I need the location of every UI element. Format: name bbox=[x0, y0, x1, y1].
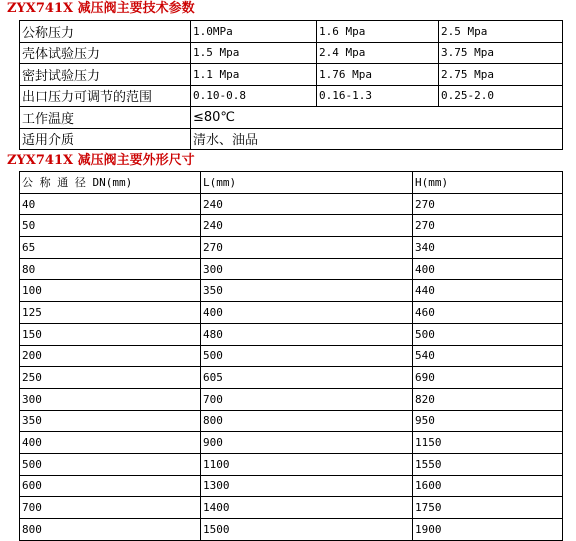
dims-header-row bbox=[20, 172, 563, 194]
dims-cell-h: 1900 bbox=[413, 519, 563, 541]
dims-cell-l: 480 bbox=[201, 323, 413, 345]
spec-value: 0.25-2.0 bbox=[439, 85, 563, 107]
spec-table bbox=[19, 20, 563, 150]
dims-row bbox=[20, 280, 563, 302]
spec-row bbox=[20, 85, 563, 107]
dims-cell-dn: 350 bbox=[20, 410, 201, 432]
dims-cell-l: 605 bbox=[201, 367, 413, 389]
spec-row bbox=[20, 21, 563, 43]
dims-header-dn: 公 称 通 径 DN(mm) bbox=[20, 172, 201, 194]
dims-row bbox=[20, 193, 563, 215]
spec-value: 0.10-0.8 bbox=[191, 85, 317, 107]
dims-row bbox=[20, 453, 563, 475]
dims-cell-dn: 250 bbox=[20, 367, 201, 389]
spec-row-temperature bbox=[20, 107, 563, 129]
dims-cell-l: 1400 bbox=[201, 497, 413, 519]
dims-cell-l: 350 bbox=[201, 280, 413, 302]
dims-cell-h: 460 bbox=[413, 302, 563, 324]
dims-table bbox=[19, 171, 563, 541]
dims-cell-l: 240 bbox=[201, 193, 413, 215]
dims-cell-h: 820 bbox=[413, 388, 563, 410]
dims-cell-h: 270 bbox=[413, 215, 563, 237]
spec-value: 2.5 Mpa bbox=[439, 21, 563, 43]
spec-row bbox=[20, 42, 563, 64]
spec-row bbox=[20, 64, 563, 86]
dims-row bbox=[20, 323, 563, 345]
temperature-value: ≤80℃ bbox=[191, 107, 563, 129]
medium-value: 清水、油品 bbox=[191, 128, 563, 150]
dims-cell-h: 1750 bbox=[413, 497, 563, 519]
spec-label: 工作温度 bbox=[20, 107, 191, 129]
dims-row bbox=[20, 475, 563, 497]
spec-label: 公称压力 bbox=[20, 21, 191, 43]
dims-header-h: H(mm) bbox=[413, 172, 563, 194]
spec-heading bbox=[7, 1, 195, 17]
spec-value: 0.16-1.3 bbox=[317, 85, 439, 107]
dims-cell-h: 270 bbox=[413, 193, 563, 215]
dims-heading-text: ZYX741X 减压阀主要外形尺寸 bbox=[7, 153, 195, 168]
spec-value: 1.1 Mpa bbox=[191, 64, 317, 86]
dims-cell-h: 1550 bbox=[413, 453, 563, 475]
dims-cell-h: 950 bbox=[413, 410, 563, 432]
dims-row bbox=[20, 388, 563, 410]
dims-cell-l: 500 bbox=[201, 345, 413, 367]
dims-cell-h: 1150 bbox=[413, 432, 563, 454]
spec-label: 出口压力可调节的范围 bbox=[20, 85, 191, 107]
dims-row bbox=[20, 237, 563, 259]
dims-cell-h: 500 bbox=[413, 323, 563, 345]
spec-label: 密封试验压力 bbox=[20, 64, 191, 86]
spec-value: 1.6 Mpa bbox=[317, 21, 439, 43]
dims-body bbox=[20, 193, 563, 540]
dims-header-l: L(mm) bbox=[201, 172, 413, 194]
dims-cell-dn: 300 bbox=[20, 388, 201, 410]
dims-row bbox=[20, 432, 563, 454]
dims-row bbox=[20, 497, 563, 519]
dims-cell-l: 1100 bbox=[201, 453, 413, 475]
dims-cell-l: 1300 bbox=[201, 475, 413, 497]
dims-cell-h: 1600 bbox=[413, 475, 563, 497]
spec-heading-text: ZYX741X 减压阀主要技术参数 bbox=[7, 1, 195, 16]
dims-cell-l: 800 bbox=[201, 410, 413, 432]
dims-cell-dn: 200 bbox=[20, 345, 201, 367]
dims-cell-l: 400 bbox=[201, 302, 413, 324]
dims-row bbox=[20, 519, 563, 541]
dims-cell-h: 440 bbox=[413, 280, 563, 302]
spec-value: 3.75 Mpa bbox=[439, 42, 563, 64]
dims-row bbox=[20, 410, 563, 432]
dims-heading bbox=[7, 153, 195, 169]
dims-cell-dn: 125 bbox=[20, 302, 201, 324]
spec-label: 适用介质 bbox=[20, 128, 191, 150]
dims-cell-dn: 150 bbox=[20, 323, 201, 345]
dims-cell-l: 900 bbox=[201, 432, 413, 454]
dims-cell-h: 690 bbox=[413, 367, 563, 389]
dims-cell-dn: 50 bbox=[20, 215, 201, 237]
spec-value: 1.0MPa bbox=[191, 21, 317, 43]
dims-row bbox=[20, 258, 563, 280]
dims-cell-dn: 400 bbox=[20, 432, 201, 454]
dims-cell-dn: 600 bbox=[20, 475, 201, 497]
dims-cell-l: 300 bbox=[201, 258, 413, 280]
spec-value: 2.75 Mpa bbox=[439, 64, 563, 86]
dims-cell-dn: 100 bbox=[20, 280, 201, 302]
dims-cell-h: 540 bbox=[413, 345, 563, 367]
dims-cell-l: 240 bbox=[201, 215, 413, 237]
spec-value: 1.76 Mpa bbox=[317, 64, 439, 86]
dims-cell-l: 270 bbox=[201, 237, 413, 259]
dims-cell-l: 1500 bbox=[201, 519, 413, 541]
dims-cell-dn: 800 bbox=[20, 519, 201, 541]
dims-cell-dn: 500 bbox=[20, 453, 201, 475]
spec-row-medium bbox=[20, 128, 563, 150]
dims-cell-h: 340 bbox=[413, 237, 563, 259]
dims-cell-dn: 700 bbox=[20, 497, 201, 519]
spec-value: 2.4 Mpa bbox=[317, 42, 439, 64]
dims-row bbox=[20, 345, 563, 367]
dims-row bbox=[20, 367, 563, 389]
dims-cell-dn: 40 bbox=[20, 193, 201, 215]
dims-cell-l: 700 bbox=[201, 388, 413, 410]
dims-cell-dn: 80 bbox=[20, 258, 201, 280]
spec-value: 1.5 Mpa bbox=[191, 42, 317, 64]
dims-cell-dn: 65 bbox=[20, 237, 201, 259]
dims-row bbox=[20, 302, 563, 324]
spec-label: 壳体试验压力 bbox=[20, 42, 191, 64]
dims-row bbox=[20, 215, 563, 237]
dims-cell-h: 400 bbox=[413, 258, 563, 280]
